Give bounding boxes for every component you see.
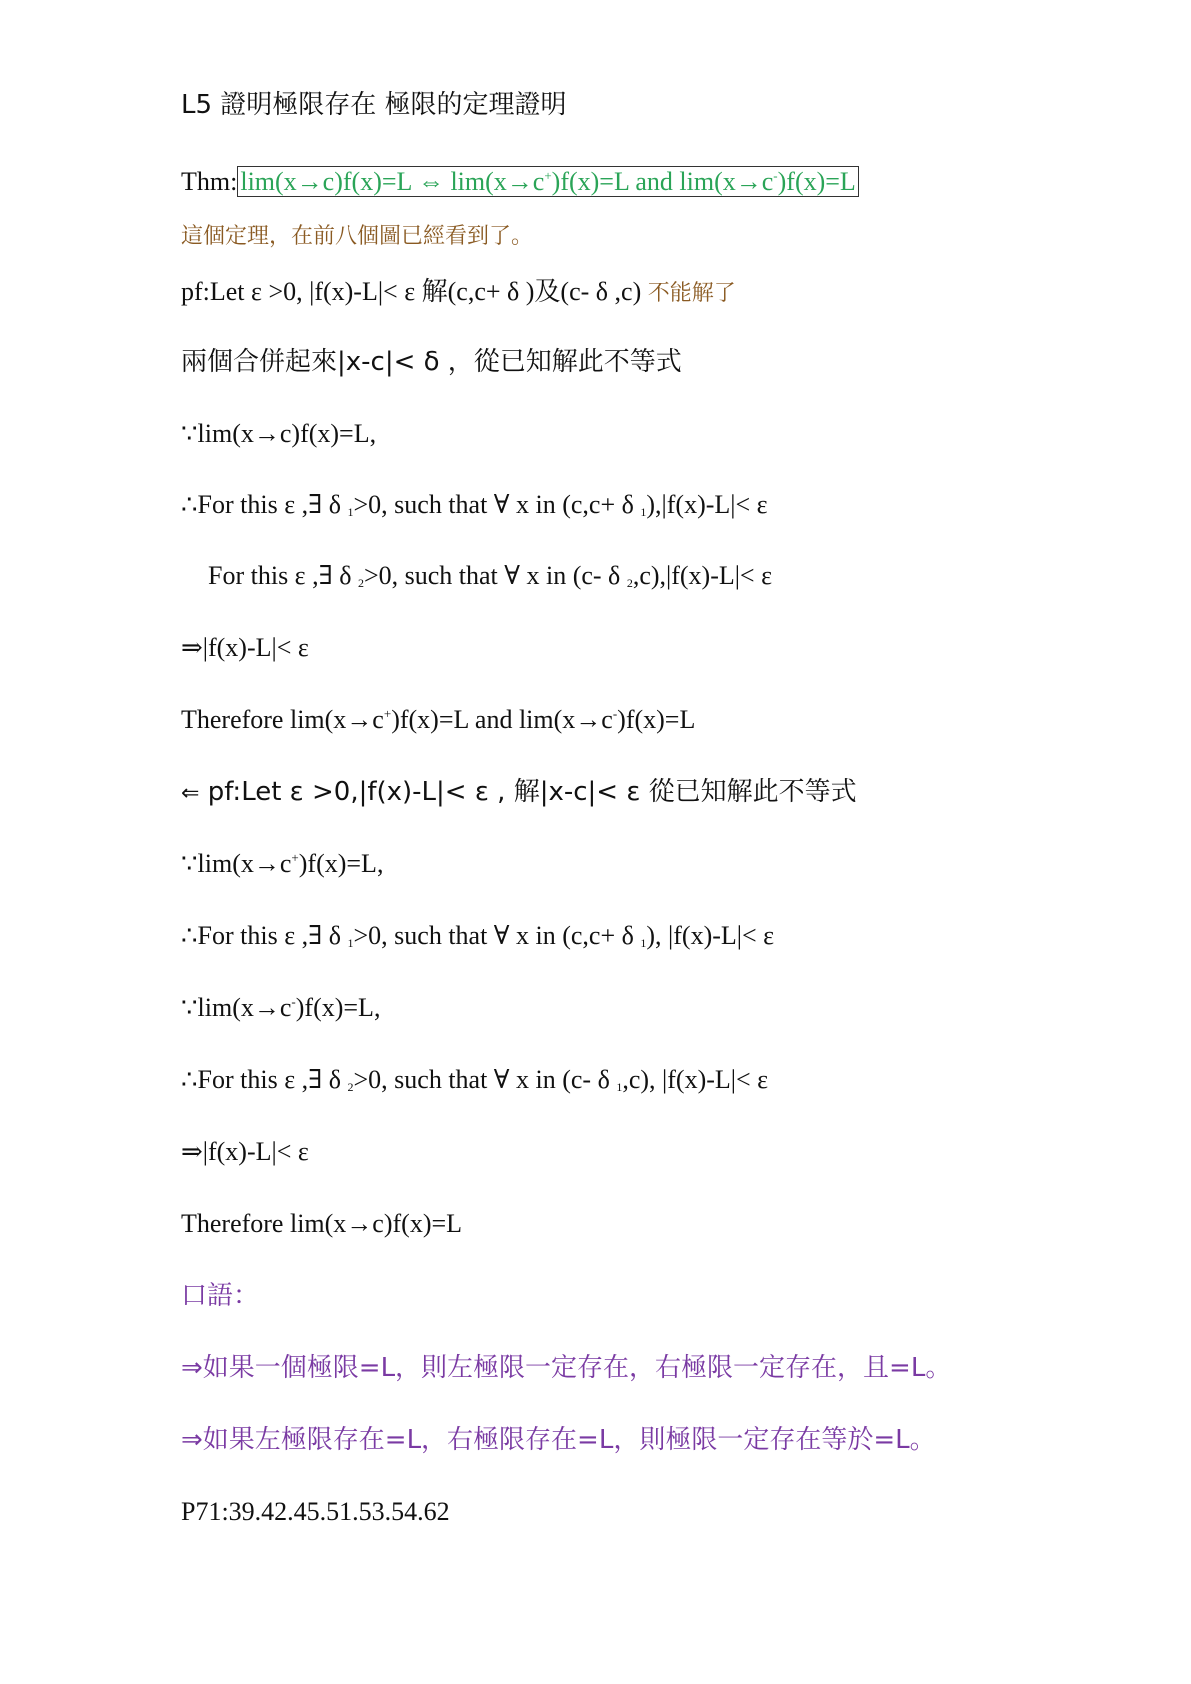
backward-line-2-b: )f(x)=L,: [298, 849, 384, 878]
backward-line-3-b: >0, such that ∀ x in (c,c+ δ: [353, 921, 641, 950]
sub-2: 2: [357, 576, 364, 590]
forward-line-5-a: For this ε ,∃ δ: [208, 561, 358, 590]
backward-line-5: [181, 1063, 768, 1097]
backward-line-6: ⇒|f(x)-L|< ε: [181, 1137, 309, 1166]
backward-line-5-c: ,c), |f(x)-L|< ε: [622, 1065, 769, 1094]
backward-line-3: [181, 919, 774, 953]
forward-line-5: [208, 559, 772, 593]
sub-1b: 1: [640, 936, 647, 950]
forward-line-1: [181, 275, 736, 311]
backward-line-2: [181, 847, 383, 881]
forward-line-6: ⇒|f(x)-L|< ε: [181, 633, 309, 662]
page-title: L5 證明極限存在 極限的定理證明: [181, 90, 567, 120]
forward-line-2: 兩個合併起來|x-c|< δ ，從已知解此不等式: [181, 347, 682, 377]
forward-line-4-c: ),|f(x)-L|< ε: [646, 490, 768, 519]
sub-1c: 1: [616, 1080, 623, 1094]
backward-line-7: Therefore lim(x→c)f(x)=L: [181, 1209, 463, 1238]
note-seen: 這個定理，在前八個圖已經看到了。: [181, 224, 534, 249]
forward-line-5-c: ,c),|f(x)-L|< ε: [632, 561, 773, 590]
forward-line-7: [181, 703, 695, 737]
sup-minus: -: [612, 706, 618, 721]
forward-line-4-a: ∴For this ε ,∃ δ: [181, 490, 348, 519]
backward-line-5-a: ∴For this ε ,∃ δ: [181, 1065, 348, 1094]
sub-2: 2: [347, 1080, 354, 1094]
sub-2b: 2: [626, 576, 633, 590]
backward-line-1: [181, 775, 857, 811]
sub-1: 1: [347, 936, 354, 950]
theorem-right-c: )f(x)=L: [777, 167, 856, 196]
sub-1b: 1: [640, 505, 647, 519]
forward-line-7-a: Therefore lim(x→c: [181, 705, 384, 734]
forward-note: 不能解了: [647, 281, 736, 306]
spoken-line-1: ⇒如果一個極限=L，則左極限一定存在，右極限一定存在，且=L。: [181, 1353, 952, 1383]
forward-line-4: [181, 488, 768, 522]
sup-plus: +: [291, 850, 299, 865]
forward-line-7-b: )f(x)=L and lim(x→c: [391, 705, 613, 734]
sup-plus: +: [383, 706, 392, 721]
sup-minus: -: [291, 994, 296, 1009]
backward-line-2-a: ∵lim(x→c: [181, 849, 292, 878]
left-implies-icon: ⇐: [181, 781, 200, 806]
forward-line-5-b: >0, such that ∀ x in (c- δ: [363, 561, 627, 590]
spoken-line-2: ⇒如果左極限存在=L，右極限存在=L，則極限一定存在等於=L。: [181, 1425, 936, 1455]
sub-1: 1: [347, 505, 354, 519]
forward-line-1-text: pf:Let ε >0, |f(x)-L|< ε 解(c,c+ δ )及(c- δ ,c): [181, 277, 648, 306]
theorem-left: lim(x→c)f(x)=L: [240, 167, 412, 196]
sup-plus: +: [544, 168, 552, 183]
backward-line-4: [181, 991, 380, 1025]
theorem-right-a: lim(x→c: [450, 167, 545, 196]
spoken-heading: 口語：: [181, 1281, 260, 1311]
theorem-right-b: )f(x)=L and lim(x→c: [551, 167, 774, 196]
theorem-line: [181, 165, 859, 199]
backward-line-1-text: pf:Let ε >0,|f(x)-L|< ε , 解|x-c|< ε 從已知解此不等式: [199, 777, 857, 807]
forward-line-7-c: )f(x)=L: [617, 705, 696, 734]
forward-line-4-b: >0, such that ∀ x in (c,c+ δ: [353, 490, 641, 519]
forward-line-3: ∵lim(x→c)f(x)=L,: [181, 419, 377, 448]
theorem-box: [237, 166, 858, 197]
theorem-prefix: Thm:: [181, 167, 238, 196]
backward-line-5-b: >0, such that ∀ x in (c- δ: [353, 1065, 617, 1094]
backward-line-4-a: ∵lim(x→c: [181, 993, 292, 1022]
backward-line-4-b: )f(x)=L,: [295, 993, 381, 1022]
sup-minus: -: [773, 168, 778, 183]
backward-line-3-c: ), |f(x)-L|< ε: [646, 921, 775, 950]
backward-line-3-a: ∴For this ε ,∃ δ: [181, 921, 348, 950]
iff-symbol: ⇔: [417, 167, 444, 196]
exercise-reference: P71:39.42.45.51.53.54.62: [181, 1497, 450, 1526]
